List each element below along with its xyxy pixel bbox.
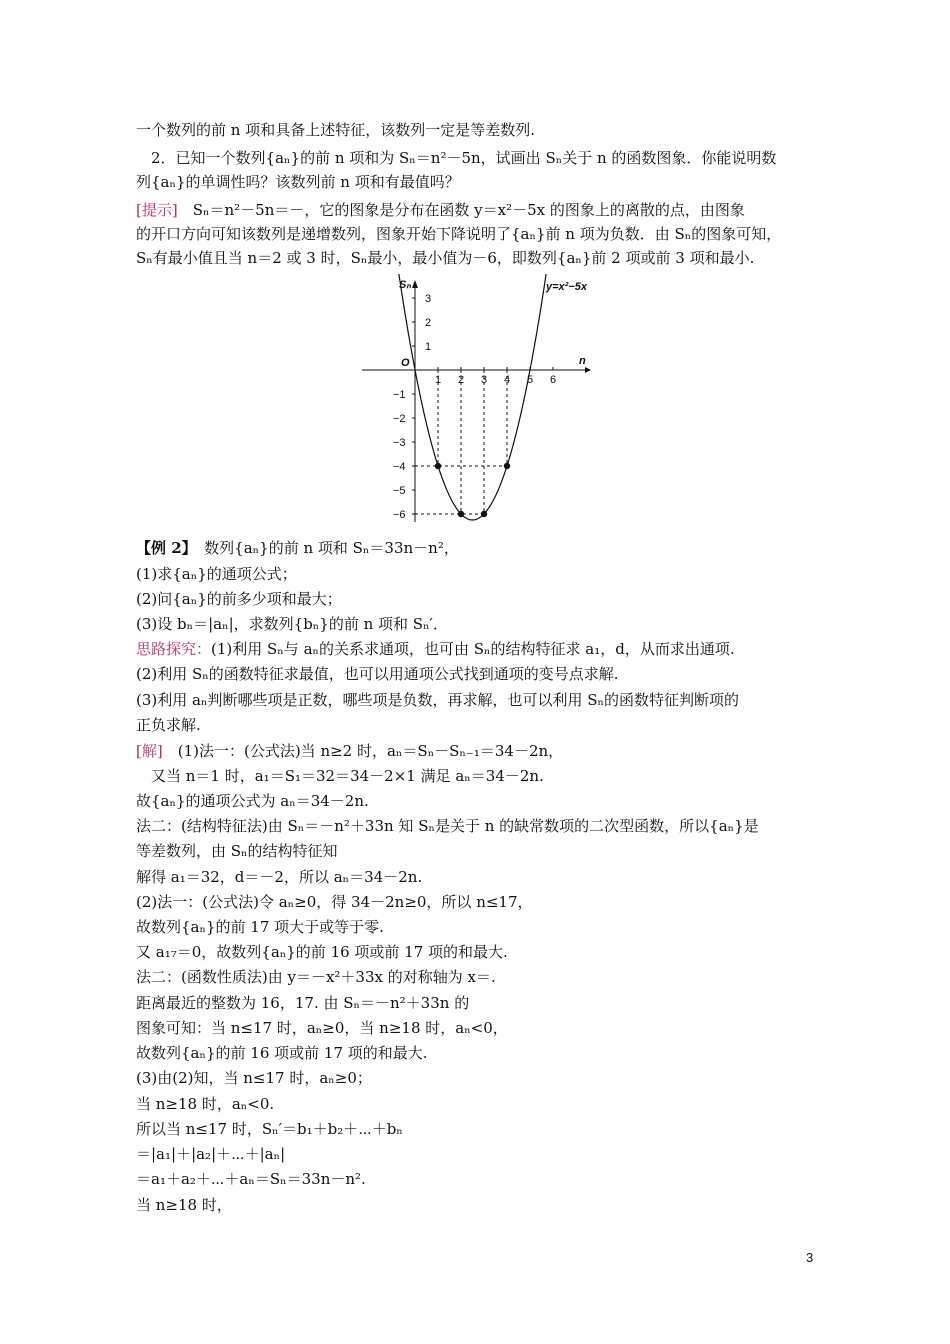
- line-text: 法二：(结构特征法)由 Sₙ＝－n²＋33n 知 Sₙ是关于 n 的缺常数项的二次型函数，所以{aₙ}是: [136, 817, 759, 835]
- text-line: [136, 639, 735, 659]
- x-tick-label: 4: [504, 374, 511, 386]
- y-axis-label: Sₙ: [399, 279, 411, 291]
- section-tag: 思路探究：: [136, 640, 212, 658]
- function-graph: [360, 274, 600, 524]
- text-line: [136, 1018, 508, 1038]
- text-line: [136, 867, 422, 887]
- text-line: [136, 1094, 274, 1114]
- text-line: [136, 1144, 285, 1164]
- y-axis-arrow: [412, 280, 418, 288]
- line-text: (2)利用 Sₙ的函数特征求最值，也可以用通项公式找到通项的变号点求解.: [136, 665, 619, 683]
- curve-label: y=x²−5x: [546, 281, 587, 293]
- line-text: (2)问{aₙ}的前多少项和最大；: [136, 590, 342, 608]
- line-text: 又当 n＝1 时，a₁＝S₁＝32＝34－2×1 满足 aₙ＝34－2n.: [136, 767, 544, 785]
- line-text: 当 n≥18 时，: [136, 1196, 232, 1214]
- y-tick-label: −1: [393, 389, 406, 401]
- text-line: [136, 967, 496, 987]
- x-tick-label: 5: [527, 374, 534, 386]
- text-line: [136, 664, 619, 684]
- line-text: Sₙ有最小值且当 n＝2 或 3 时，Sₙ最小，最小值为－6，即数列{aₙ}前 2 项或前 3 项和最小.: [136, 249, 755, 267]
- text-line: [136, 248, 754, 268]
- line-text: ＝|a₁|＋|a₂|＋⋯＋|aₙ|: [136, 1145, 286, 1163]
- parabola-curve: [396, 274, 550, 520]
- text-line: [136, 148, 776, 168]
- text-line: [136, 690, 739, 710]
- data-point: [435, 463, 441, 469]
- line-text: 一个数列的前 n 项和具备上述特征，该数列一定是等差数列.: [136, 121, 535, 139]
- x-tick-label: 3: [481, 374, 488, 386]
- x-tick-label: 6: [550, 374, 557, 386]
- text-line: [136, 791, 369, 811]
- y-tick-label: −2: [393, 413, 406, 425]
- data-point: [458, 511, 464, 517]
- line-text: (3)设 bₙ＝|aₙ|，求数列{bₙ}的前 n 项和 Sₙ′．: [136, 615, 448, 633]
- y-tick-label: 1: [425, 341, 432, 353]
- text-line: [136, 1068, 372, 1088]
- section-tag: 【例 2】: [136, 539, 190, 557]
- x-tick-label: 1: [435, 374, 442, 386]
- y-tick-label: 3: [425, 293, 432, 305]
- text-line: [136, 1169, 366, 1189]
- text-line: [136, 224, 781, 244]
- line-text: 2．已知一个数列{aₙ}的前 n 项和为 Sₙ＝n²－5n，试画出 Sₙ关于 n 的函数图象．你能说明数: [136, 149, 777, 167]
- line-text: (3)利用 aₙ判断哪些项是正数，哪些项是负数，再求解，也可以利用 Sₙ的函数特征判断项的: [136, 691, 739, 709]
- line-text: 距离最近的整数为 16，17. 由 Sₙ＝－n²＋33n 的: [136, 994, 470, 1012]
- text-line: [136, 892, 533, 912]
- y-tick-label: −5: [393, 485, 406, 497]
- line-text: 所以当 n≤17 时，Sₙ′＝b₁＋b₂＋⋯＋bₙ: [136, 1120, 403, 1138]
- text-line: [136, 715, 201, 735]
- text-line: [136, 841, 338, 861]
- y-tick-label: 2: [425, 317, 432, 329]
- text-line: [136, 993, 469, 1013]
- line-text: 正负求解.: [136, 716, 201, 734]
- line-text: 等差数列，由 Sₙ的结构特征知: [136, 842, 338, 860]
- line-text: 故数列{aₙ}的前 17 项大于或等于零.: [136, 918, 384, 936]
- text-line: [136, 816, 759, 836]
- line-text: Sₙ＝n²－5n＝－，它的图象是分布在函数 y＝x²－5x 的图象上的离散的点，由图象: [177, 201, 745, 219]
- line-text: 又 a₁₇＝0，故数列{aₙ}的前 16 项或前 17 项的和最大.: [136, 943, 508, 961]
- text-line: [136, 589, 342, 609]
- line-text: 故{aₙ}的通项公式为 aₙ＝34－2n.: [136, 792, 369, 810]
- line-text: 数列{aₙ}的前 n 项和 Sₙ＝33n－n²，: [189, 539, 459, 557]
- text-line: [136, 120, 535, 140]
- line-text: 图象可知：当 n≤17 时，aₙ≥0，当 n≥18 时，aₙ<0，: [136, 1019, 508, 1037]
- line-text: (1)利用 Sₙ与 aₙ的关系求通项，也可由 Sₙ的结构特征求 a₁，d，从而求出通项.: [211, 640, 735, 658]
- line-text: 故数列{aₙ}的前 16 项或前 17 项的和最大.: [136, 1044, 428, 1062]
- line-text: 法二：(函数性质法)由 y＝－x²＋33x 的对称轴为 x＝.: [136, 968, 496, 986]
- line-text: ＝a₁＋a₂＋⋯＋aₙ＝Sₙ＝33n－n².: [136, 1170, 366, 1188]
- line-text: (1)法一：(公式法)当 n≥2 时，aₙ＝Sₙ－Sₙ₋₁＝34－2n，: [162, 742, 564, 760]
- y-tick-label: −6: [393, 509, 406, 521]
- data-point: [504, 463, 510, 469]
- text-line: [136, 200, 745, 220]
- text-line: [136, 564, 297, 584]
- x-axis-arrow: [585, 367, 591, 373]
- line-text: (2)法一：(公式法)令 aₙ≥0，得 34－2n≥0，所以 n≤17，: [136, 893, 533, 911]
- section-tag: [提示]: [136, 201, 178, 219]
- text-line: [136, 1043, 428, 1063]
- line-text: (3)由(2)知，当 n≤17 时，aₙ≥0；: [136, 1069, 372, 1087]
- y-tick-label: −4: [393, 461, 406, 473]
- origin-label: O: [401, 357, 410, 369]
- x-tick-label: 2: [458, 374, 465, 386]
- text-line: [136, 942, 508, 962]
- x-axis-label: n: [579, 355, 586, 367]
- section-tag: [解]: [136, 742, 163, 760]
- page-number: 3: [806, 1250, 814, 1265]
- text-line: [136, 538, 459, 558]
- data-point: [481, 511, 487, 517]
- text-line: [136, 917, 384, 937]
- line-text: 当 n≥18 时，aₙ<0.: [136, 1095, 275, 1113]
- text-line: [136, 766, 544, 786]
- text-line: [136, 172, 460, 192]
- text-line: [136, 614, 448, 634]
- line-text: (1)求{aₙ}的通项公式；: [136, 565, 297, 583]
- text-line: [136, 1195, 232, 1215]
- line-text: 列{aₙ}的单调性吗？该数列前 n 项和有最值吗？: [136, 173, 460, 191]
- line-text: 的开口方向可知该数列是递增数列，图象开始下降说明了{aₙ}前 n 项为负数．由 Sₙ的图象可知，: [136, 225, 782, 243]
- text-line: [136, 1119, 403, 1139]
- text-line: [136, 741, 563, 761]
- line-text: 解得 a₁＝32，d＝－2，所以 aₙ＝34－2n.: [136, 868, 423, 886]
- y-tick-label: −3: [393, 437, 406, 449]
